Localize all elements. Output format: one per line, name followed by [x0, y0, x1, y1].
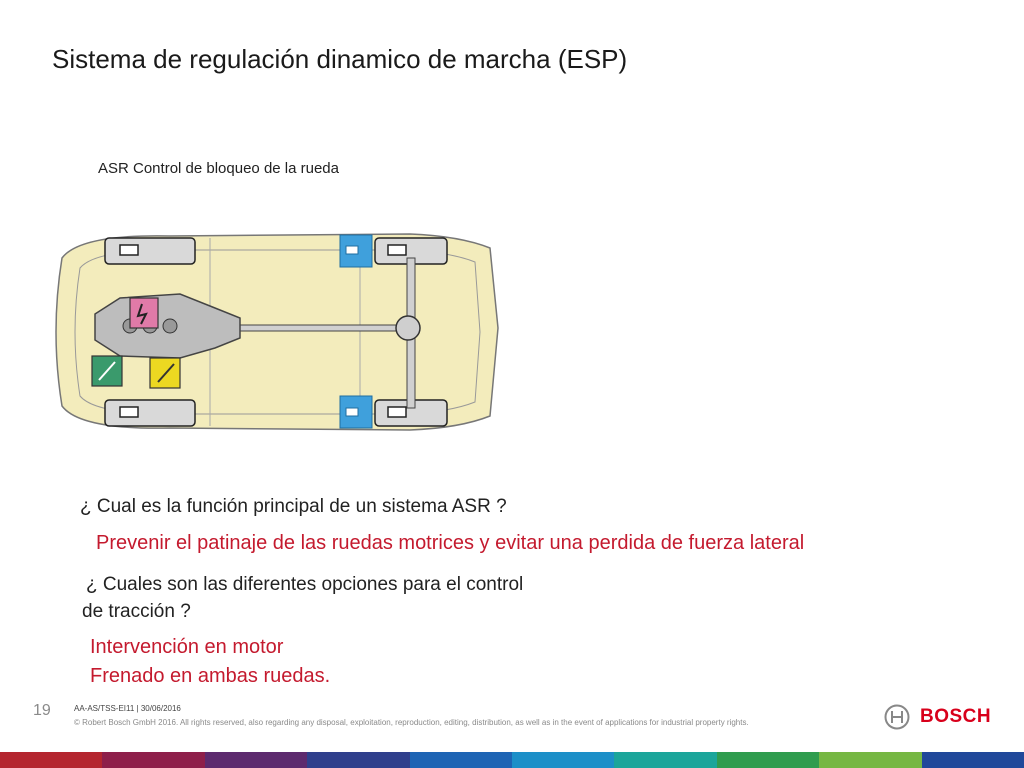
footer-stripe: [717, 752, 819, 768]
footer-stripe: [102, 752, 204, 768]
footer-stripe: [410, 752, 512, 768]
slide-title: Sistema de regulación dinamico de marcha (ESP): [52, 44, 628, 74]
footer-stripe: [512, 752, 614, 768]
question-2: [82, 571, 524, 625]
question-1: ¿ Cual es la función principal de un sistema ASR ?: [80, 496, 507, 517]
footer-stripe: [819, 752, 921, 768]
slide-subtitle: ASR Control de bloqueo de la rueda: [98, 160, 339, 177]
differential: [396, 316, 420, 340]
footer-stripe: [205, 752, 307, 768]
car-asr-diagram: [50, 228, 500, 436]
bosch-armature-icon: [884, 704, 910, 730]
wheel-front-right: [105, 400, 195, 426]
copyright-notice: © Robert Bosch GmbH 2016. All rights reserved, also regarding any disposal, exploitation, reproduction, editing, distribution, as well as in the event of applications for industrial property rights.: [74, 718, 749, 727]
question-2-line-2: de tracción ?: [82, 601, 191, 622]
wheel-speed-sensor-left: [340, 235, 372, 267]
drive-shaft: [240, 325, 400, 331]
footer-stripe: [922, 752, 1024, 768]
answer-2: [90, 633, 330, 691]
footer-stripe: [614, 752, 716, 768]
bosch-logo: [884, 702, 991, 732]
document-id: AA-AS/TSS-EI11 | 30/06/2016: [74, 704, 181, 713]
footer-stripe: [0, 752, 102, 768]
answer-2-line-2: Frenado en ambas ruedas.: [90, 665, 331, 687]
wheel-speed-sensor-right: [340, 396, 372, 428]
footer-stripe: [307, 752, 409, 768]
wheel-front-left: [105, 238, 195, 264]
bosch-logo-text: BOSCH: [920, 706, 992, 727]
answer-2-line-1: Intervención en motor: [90, 636, 284, 658]
page-number: 19: [33, 702, 51, 719]
question-2-line-1: ¿ Cuales son las diferentes opciones para el control: [86, 574, 524, 595]
answer-1: Prevenir el patinaje de las ruedas motrices y evitar una perdida de fuerza lateral: [96, 532, 805, 554]
footer-color-bar: [0, 752, 1024, 768]
ignition-control-unit: [130, 298, 158, 328]
